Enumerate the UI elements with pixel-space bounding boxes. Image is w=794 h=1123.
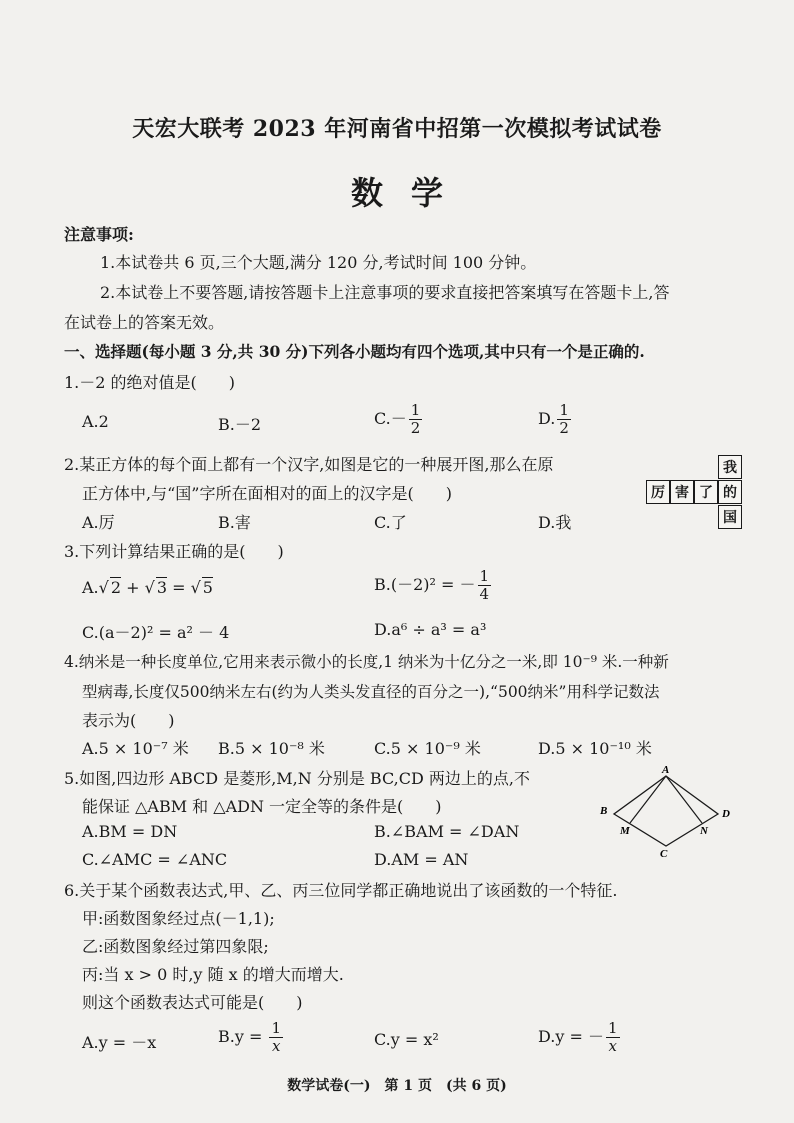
q4-option-a: A.5 × 10⁻⁷ 米 [82, 739, 189, 758]
q4-option-c: C.5 × 10⁻⁹ 米 [374, 739, 481, 758]
q3-option-c: C.(a－2)² = a² － 4 [82, 623, 230, 642]
q6-jia: 甲:函数图象经过点(－1,1); [82, 909, 275, 928]
net-cell-le: 了 [694, 480, 718, 504]
q2-option-d: D.我 [538, 513, 572, 532]
q2-option-c: C.了 [374, 513, 407, 532]
q1-option-b: B.－2 [218, 415, 262, 434]
q5-option-b: B.∠BAM = ∠DAN [374, 822, 520, 841]
q2-option-b: B.害 [218, 513, 251, 532]
q6-stem: 6.关于某个函数表达式,甲、乙、丙三位同学都正确地说出了该函数的一个特征. [64, 881, 618, 900]
q5-option-d: D.AM = AN [374, 850, 469, 869]
note-item-2-line1: 2.本试卷上不要答题,请按答题卡上注意事项的要求直接把答案填写在答题卡上,答 [100, 283, 670, 302]
rhombus-figure [596, 762, 746, 858]
q2-stem-line2: 正方体中,与“国”字所在面相对的面上的汉字是( ) [82, 484, 452, 503]
q4-option-b: B.5 × 10⁻⁸ 米 [218, 739, 325, 758]
label-d: D [722, 808, 730, 820]
note-item-1: 1.本试卷共 6 页,三个大题,满分 120 分,考试时间 100 分钟。 [100, 253, 537, 272]
q1-option-c: C.－ $\frac{1}{2}$ [374, 401, 421, 437]
q3-stem: 3.下列计算结果正确的是( ) [64, 542, 284, 561]
net-cell-de: 的 [718, 480, 742, 504]
net-cell-wo: 我 [718, 455, 742, 479]
q3-option-b: B.(－2)² = － $\frac{1}{4}$ [374, 567, 490, 603]
q3-option-a: A.√ 2 + √ 3 = √ 5 [82, 578, 213, 597]
label-m: M [620, 825, 630, 837]
page-footer: 数学试卷(一) 第 1 页 (共 6 页) [287, 1078, 507, 1094]
q2-stem-line1: 2.某正方体的每个面上都有一个汉字,如图是它的一种展开图,那么在原 [64, 455, 554, 474]
q4-option-d: D.5 × 10⁻¹⁰ 米 [538, 739, 652, 758]
q1-stem: 1.－2 的绝对值是( ) [64, 373, 236, 392]
label-b: B [600, 805, 608, 817]
q6-ask: 则这个函数表达式可能是( ) [82, 993, 303, 1012]
net-cell-guo: 国 [718, 505, 742, 529]
q6-option-d: D.y = － $\frac{1}{x}$ [538, 1019, 618, 1055]
q1-option-d: D. $\frac{1}{2}$ [538, 401, 569, 437]
label-n: N [700, 825, 708, 837]
note-item-2-line2: 在试卷上的答案无效。 [64, 313, 225, 332]
q3-option-d: D.a⁶ ÷ a³ = a³ [374, 620, 487, 639]
label-a: A [662, 764, 670, 776]
net-cell-hai: 害 [670, 480, 694, 504]
q6-yi: 乙:函数图象经过第四象限; [82, 937, 269, 956]
q5-stem-line1: 5.如图,四边形 ABCD 是菱形,M,N 分别是 BC,CD 两边上的点,不 [64, 769, 530, 788]
net-cell-li: 厉 [646, 480, 670, 504]
q6-option-b: B.y = $\frac{1}{x}$ [218, 1019, 282, 1055]
exam-title: 天宏大联考 2023 年河南省中招第一次模拟考试试卷 [132, 116, 662, 142]
label-c: C [660, 848, 668, 858]
q5-option-c: C.∠AMC = ∠ANC [82, 850, 228, 869]
q6-option-c: C.y = x² [374, 1030, 439, 1049]
q5-option-a: A.BM = DN [82, 822, 178, 841]
q6-option-a: A.y = －x [82, 1033, 157, 1052]
q6-bing: 丙:当 x > 0 时,y 随 x 的增大而增大. [82, 965, 344, 984]
notes-heading: 注意事项: [64, 225, 134, 244]
q2-option-a: A.厉 [82, 513, 115, 532]
q4-stem-line3: 表示为( ) [82, 711, 175, 730]
section-heading: 一、选择题(每小题 3 分,共 30 分)下列各小题均有四个选项,其中只有一个是正确的. [64, 342, 645, 361]
q4-stem-line2: 型病毒,长度仅500纳米左右(约为人类头发直径的百分之一),“500纳米”用科学记数法 [82, 683, 660, 701]
subject-title: 数学 [350, 174, 471, 212]
q4-stem-line1: 4.纳米是一种长度单位,它用来表示微小的长度,1 纳米为十亿分之一米,即 10⁻⁹ 米.一种新 [64, 653, 669, 671]
q5-stem-line2: 能保证 △ABM 和 △ADN 一定全等的条件是( ) [82, 797, 442, 816]
q1-option-a: A.2 [82, 412, 109, 431]
